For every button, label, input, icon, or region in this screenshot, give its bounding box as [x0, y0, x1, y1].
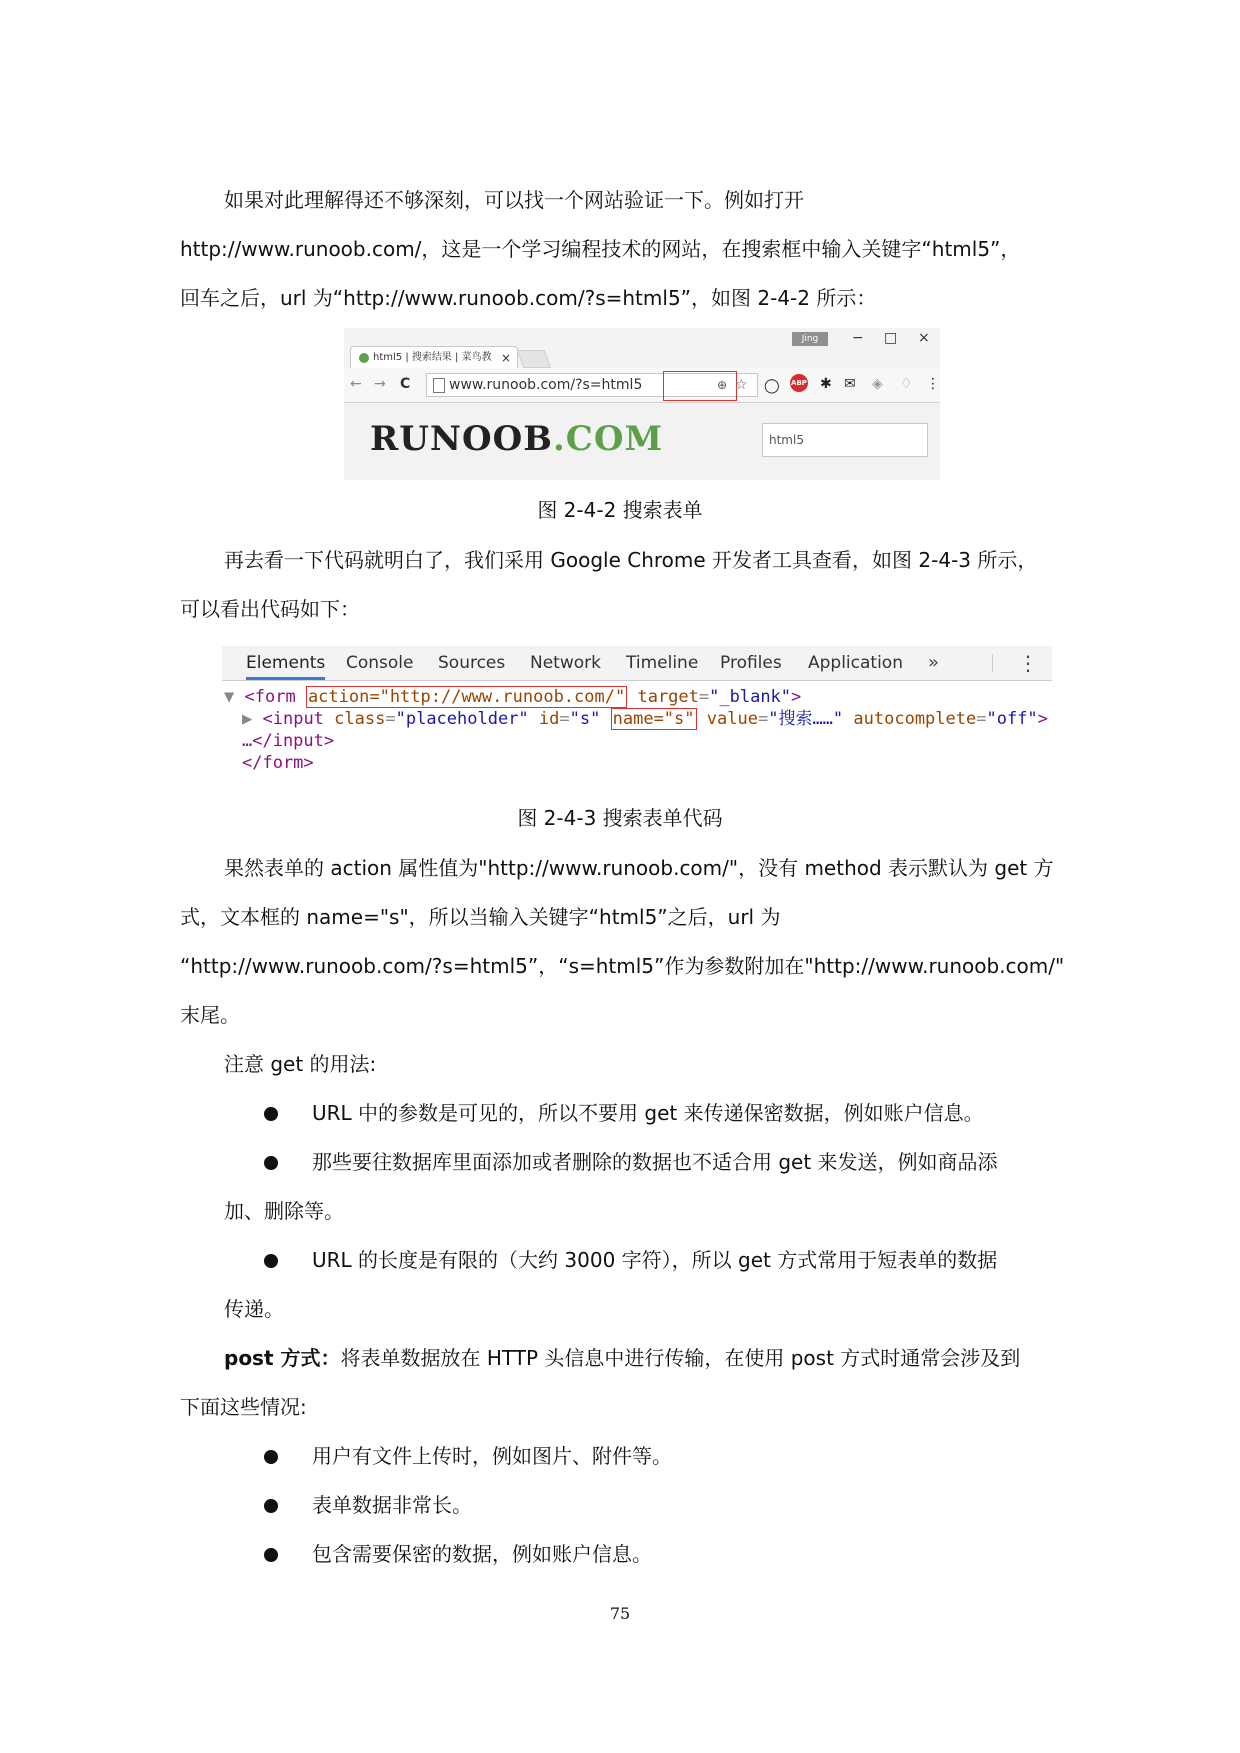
get-bullet-3-continuation: 传递。 — [224, 1297, 284, 1321]
devtools-figure — [222, 646, 1052, 774]
window-close-icon[interactable]: × — [918, 330, 930, 346]
bullet-dot-icon — [264, 1499, 278, 1513]
post-heading: post 方式： — [224, 1346, 341, 1370]
address-url: www.runoob.com/?s=html5 — [449, 377, 643, 393]
intro-line-3: 回车之后，url 为“http://www.runoob.com/?s=html5”，如图 2-4-2 所示： — [180, 286, 877, 310]
devtools-tab-bar — [222, 646, 1052, 681]
bullet-dot-icon — [264, 1156, 278, 1170]
collapse-arrow-icon[interactable]: ▼ — [224, 687, 235, 707]
browser-menu-icon[interactable]: ⋮ — [926, 376, 940, 392]
browser-screenshot-figure — [344, 328, 940, 480]
figure1-caption: 图 2-4-2 搜索表单 — [537, 498, 703, 522]
tab-timeline[interactable]: Timeline — [626, 653, 699, 673]
dom-row-input[interactable]: ▶ <input class="placeholder" id="s" name="s" value="搜索……" autocomplete="off"> — [242, 709, 1048, 729]
post-line-2: 下面这些情况: — [180, 1395, 307, 1419]
bullet-dot-icon — [264, 1107, 278, 1121]
document-page: 如果对此理解得还不够深刻，可以找一个网站验证一下。例如打开 http://www.runoob.com/，这是一个学习编程技术的网站，在搜索框中输入关键字“html5”， 回车之后，url 为“http://www.runoob.com/?s=html5”，如图 2-4-2 所示： html5 | 搜索结果 | 菜鸟教 × Jing − □ × ← → C www.runoob.com/?s=html5 ⊕ ☆ ◯ ABP ✱ ✉ ◈ ♢ ⋮ RUNOOB.COM html5 图 2-4-2 搜索表单 再去看一下代码就明白了，我们采用 Google Chrome 开发者工具查看，如图 2-4-3 所示， 可以看出代码如下： Elements Console Sources Network Timeline Profiles Application » ⋮ ▼ <form action="http://www.runoob.com/" target="_blank"> ▶ <input class="placeholder" id="s" name="s" value="搜索……" autocomplete="off"> …</input> </form> 图 2-4-3 搜索表单代码 果然表单的 action 属性值为"http://www.runoob.com/"，没有 method 表示默认为 get 方 式，文本框的 name="s"，所以当输入关键字“html5”之后，url 为 “http://www.runoob.com/?s=html5”，“s=html5”作为参数附加在"http://www.runoob.com/" 末尾。 注意 get 的用法: URL 中的参数是可见的，所以不要用 get 来传递保密数据，例如账户信息。 那些要往数据库里面添加或者删除的数据也不适合用 get 来发送，例如商品添 加、删除等。 URL 的长度是有限的（大约 3000 字符），所以 get 方式常用于短表单的数据 传递。 post 方式：将表单数据放在 HTTP 头信息中进行传输，在使用 post 方式时通常会涉及到 下面这些情况: 用户有文件上传时，例如图片、附件等。 表单数据非常长。 包含需要保密的数据，例如账户信息。 75 — [0, 0, 1240, 1753]
dom-row-form[interactable]: ▼ <form action="http://www.runoob.com/" target="_blank"> — [224, 687, 802, 707]
figure2-caption: 图 2-4-3 搜索表单代码 — [517, 806, 723, 830]
shield-outline-icon[interactable]: ♢ — [900, 376, 913, 392]
new-tab-button[interactable] — [517, 350, 552, 368]
reload-icon[interactable]: C — [400, 376, 411, 392]
tab-label: html5 | 搜索结果 | 菜鸟教 — [373, 352, 492, 363]
get-note-heading: 注意 get 的用法: — [224, 1052, 377, 1076]
site-search-input[interactable] — [762, 423, 928, 457]
action-attr-highlight: action="http://www.runoob.com/" — [307, 687, 626, 707]
post-line-1: post 方式：将表单数据放在 HTTP 头信息中进行传输，在使用 post 方式时通常会涉及到 — [224, 1346, 1021, 1370]
adblock-icon[interactable]: ABP — [790, 374, 808, 392]
post-paragraph — [180, 1334, 1070, 1432]
dom-row-input-close[interactable]: …</input> — [242, 731, 335, 751]
page-icon — [433, 378, 445, 393]
tab-console[interactable]: Console — [346, 653, 414, 673]
mail-icon[interactable]: ✉ — [844, 376, 856, 392]
forward-icon[interactable]: → — [374, 376, 386, 392]
para2-line-2: 可以看出代码如下： — [180, 597, 360, 621]
para2 — [180, 536, 1070, 634]
para3-line-4: 末尾。 — [180, 1003, 240, 1027]
para3-line-3: “http://www.runoob.com/?s=html5”，“s=html5”作为参数附加在"http://www.runoob.com/" — [180, 954, 1065, 978]
tab-close-icon[interactable]: × — [501, 351, 512, 365]
tab-separator — [992, 654, 993, 672]
page-number: 75 — [609, 1604, 631, 1623]
intro-line-1: 如果对此理解得还不够深刻，可以找一个网站验证一下。例如打开 — [224, 188, 804, 212]
expand-arrow-icon[interactable]: ▶ — [242, 709, 253, 729]
para3-line-1: 果然表单的 action 属性值为"http://www.runoob.com/"，没有 method 表示默认为 get 方 — [224, 856, 1054, 880]
runoob-logo: RUNOOB.COM — [370, 419, 664, 459]
tab-sources[interactable]: Sources — [438, 653, 506, 673]
more-tabs-icon[interactable]: » — [928, 652, 940, 673]
bullet-dot-icon — [264, 1450, 278, 1464]
browser-tab[interactable] — [350, 346, 518, 369]
user-badge[interactable]: Jing — [792, 332, 828, 346]
para3 — [180, 844, 1070, 1040]
back-icon[interactable]: ← — [350, 376, 362, 392]
tab-network[interactable]: Network — [530, 653, 601, 673]
browser-titlebar — [344, 328, 940, 368]
minimize-icon[interactable]: − — [852, 330, 864, 346]
page-content-area — [344, 403, 940, 480]
bookmark-star-icon[interactable]: ☆ — [735, 377, 748, 393]
gear-icon[interactable]: ✱ — [820, 376, 832, 392]
name-attr-highlight: name="s" — [612, 709, 695, 729]
tab-elements[interactable]: Elements — [246, 646, 325, 680]
bullet-dot-icon — [264, 1548, 278, 1562]
tab-profiles[interactable]: Profiles — [720, 653, 782, 673]
shield-icon[interactable]: ◈ — [872, 376, 883, 392]
intro-paragraph — [180, 176, 1070, 323]
favicon-icon — [359, 353, 369, 363]
devtools-menu-icon[interactable]: ⋮ — [1018, 651, 1038, 675]
maximize-icon[interactable]: □ — [884, 330, 898, 346]
para2-line-1: 再去看一下代码就明白了，我们采用 Google Chrome 开发者工具查看，如图 2-4-3 所示， — [224, 548, 1038, 572]
address-bar[interactable] — [426, 373, 758, 397]
site-search-value: html5 — [769, 433, 804, 447]
tab-application[interactable]: Application — [808, 653, 903, 673]
extension-circle-icon[interactable]: ◯ — [764, 378, 780, 394]
intro-line-2: http://www.runoob.com/，这是一个学习编程技术的网站，在搜索框中输入关键字“html5”， — [180, 237, 1021, 261]
zoom-icon[interactable]: ⊕ — [717, 378, 728, 392]
bullet-dot-icon — [264, 1254, 278, 1268]
get-bullet-2-continuation: 加、删除等。 — [224, 1199, 344, 1223]
dom-row-form-close[interactable]: </form> — [242, 753, 314, 773]
para3-line-2: 式，文本框的 name="s"，所以当输入关键字“html5”之后，url 为 — [180, 905, 781, 929]
